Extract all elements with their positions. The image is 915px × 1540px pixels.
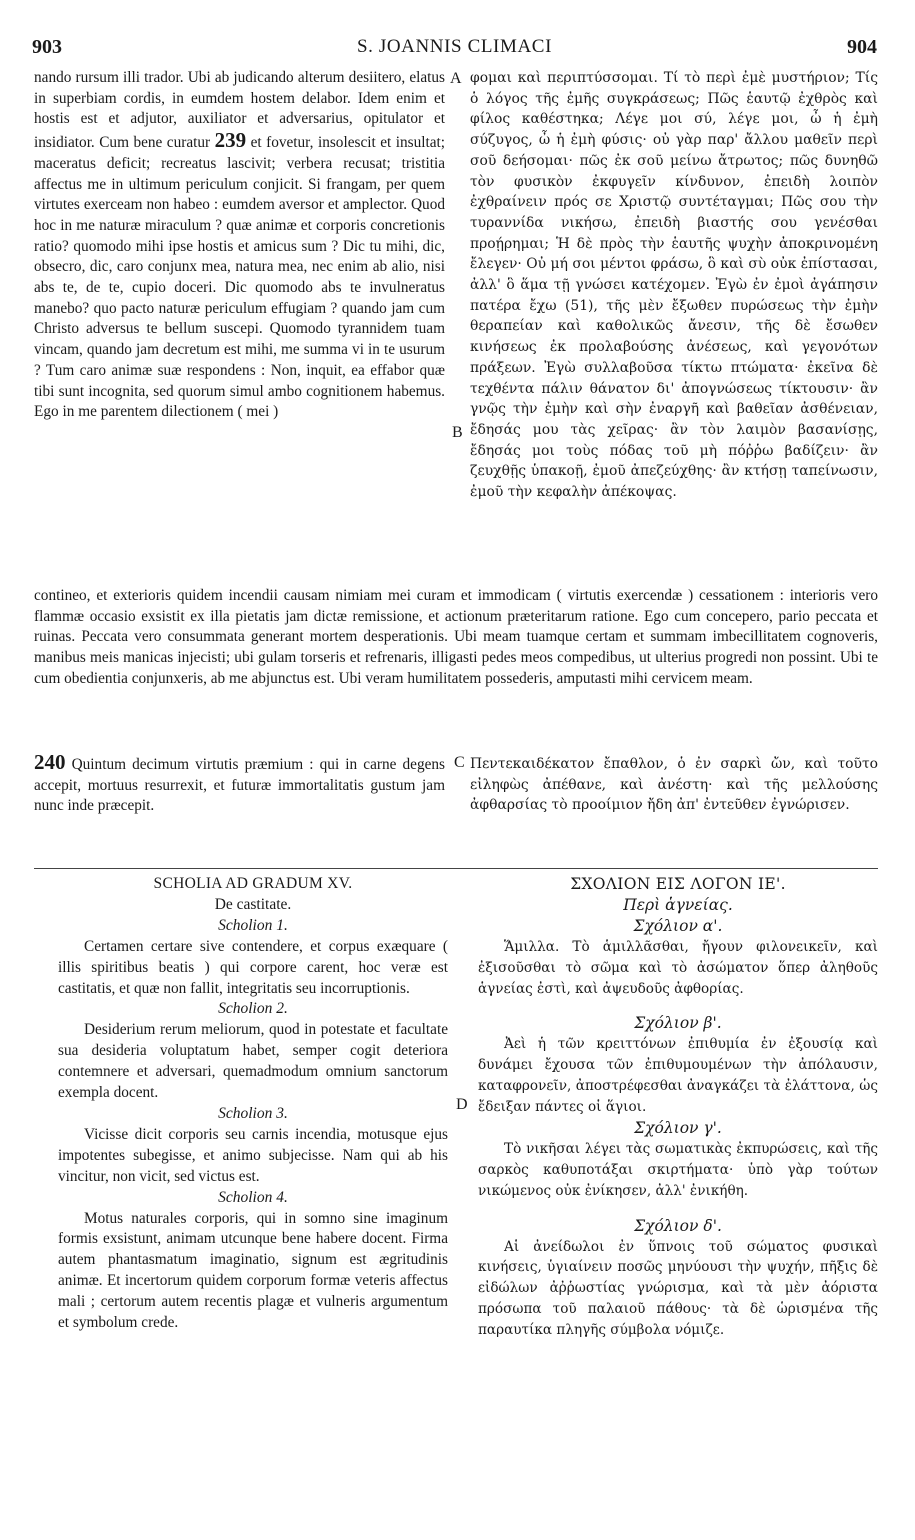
- scholion-text: Ἀεὶ ἡ τῶν κρειττόνων ἐπιθυμία ἐν ἐξουσίᾳ καὶ δυνάμει ἔχουσα τῶν ἐπιθυμουμένων τὴν ἀπόλαυσιν, καταφρονεῖν, ἀποστρέφεσθαι ἀναγκάζει τὰ ἐλάττονα, ὡς ἔδειξαν πάντες οἱ ἅγιοι.: [478, 1036, 878, 1116]
- margin-marker-c: C: [454, 754, 465, 771]
- margin-marker-b: B: [452, 424, 463, 441]
- scholia-greek-subtitle: Περὶ ἁγνείας.: [623, 895, 733, 914]
- scholion-label: Scholion 2.: [218, 1000, 288, 1018]
- page-number-left: 903: [32, 36, 62, 58]
- running-title: S. JOANNIS CLIMACI: [356, 36, 552, 57]
- margin-marker-a: A: [450, 70, 462, 87]
- scholia-latin-subtitle: De castitate.: [214, 895, 292, 913]
- scholia-greek-column: [478, 874, 878, 1341]
- scholia-latin-title: SCHOLIA AD GRADUM XV.: [153, 875, 353, 892]
- latin-text-2: et fovetur, insolescit et insultat; maceratus deficit; recreatus lascivit; verbera recusat; tristitia affectus me in ultimum periculum conjicit. Si frangam, per quem virtutes exerceam non habeo : eumdem aversor et amplector. Quod hoc in me naturæ miraculum ? quæ animæ et corporis concretionis ratio? quomodo mihi ipse hostis et amicus sum ? Dic tu mihi, dic, obsecro, dic, caro conjunx mea, natura mea, nec enim ab alio, nisi abs te, de te, cupio doceri. Dic quomodo abs te invulneratus manebo? quo pacto naturæ periculum effugiam ? quando jam cum Christo adversus te bellum suscepi. Quomodo tyrannidem tuam vincam, quando jam decretum est mihi, me summa vi in te usurum ? Tum caro animæ suæ respondens : Non, inquit, ea effabor quæ tibi sunt incognita, sed quorum simul ambo cognitionem habemus. Ego in me parentem dilectionem ( mei ): [34, 134, 446, 421]
- scholion-text: Αἱ ἀνείδωλοι ἐν ὕπνοις τοῦ σώματος φυσικαὶ κινήσεις, ὑγιαίνειν ποσῶς μηνύουσι τὴν ψυχήν, πῆξις δὲ εἰδώλων ἀῤῥωστίας γνώρισμα, καὶ τὰ μὲν ἀόριστα πρόσωπα τοῦ παλαιοῦ πάθους· τὰ δὲ ὡρισμένα τῆς παραυτίκα πληγῆς σύμβολα νόμιζε.: [478, 1238, 878, 1339]
- scholion-text: Vicisse dicit corporis seu carnis incendia, motusque ejus impotentes subegisse, et animo subjecisse. Nam qui ab his vincitur, non vicit, sed victus est.: [58, 1125, 448, 1185]
- scholion-label: Scholion 1.: [218, 916, 288, 934]
- latin-text-3: Quintum decimum virtutis præmium : qui in carne degens accepit, mortuus resurrexit, et futuræ immortalitatis gustum jam nunc inde præcepit.: [34, 756, 445, 815]
- scholion-label: Σχόλιον β'.: [634, 1014, 722, 1033]
- latin-column-upper: [34, 68, 445, 423]
- latin-text-1: nando rursum illi trador. Ubi ab judicando alterum desiitero, elatus in superbiam cordis, in eumdem hostem delabor. Idem enim et hostis est et adjutor, auxiliator et adversarius, opitulator et insidiator. Cum bene curatur: [34, 69, 445, 152]
- greek-paragraph-240: Πεντεκαιδέκατον ἔπαθλον, ὁ ἐν σαρκὶ ὤν, καὶ τοῦτο εἰληφὼς ἀπέθανε, καὶ ἀνέστη· καὶ τῆς μελλούσης ἀφθαρσίας τὸ προοίμιον ἤδη ἀπ' ἐντεῦθεν ἐγνώρισεν.: [470, 756, 878, 814]
- scholion-text: Τὸ νικῆσαι λέγει τὰς σωματικὰς ἐκπυρώσεις, καὶ τῆς σαρκὸς καθυποτάξαι σκιρτήματα· ὑπὸ γὰρ τούτων νικώμενος οὐκ ἐνίκησεν, ἀλλ' ἐνικήθη.: [478, 1140, 878, 1199]
- scholion-text: Motus naturales corporis, qui in somno sine imaginum formis exsistunt, animam utcunque bene habere docent. Firma autem phantasmatum imaginatio, signum est ægritudinis animæ. Et incertorum quidem corporum formæ veteris affectus mali ; certorum autem recentis plagæ et vulneris argumentum et symbolum crede.: [58, 1209, 448, 1332]
- section-number-239: 239: [214, 128, 247, 153]
- scholion-label: Scholion 4.: [218, 1188, 288, 1206]
- margin-marker-d: D: [456, 1096, 468, 1113]
- greek-paragraph: φομαι καὶ περιπτύσσομαι. Τί τὸ περὶ ἐμὲ μυστήριον; Τίς ὁ λόγος τῆς ἐμῆς συγκράσεως; Πῶς ἑαυτῷ ἐχθρὸς καὶ φίλος καθέστηκα; Λέγε μοι σύ, λέγε μοι, ὦ ἡ ἐμὴ σύζυγος, ὦ ἡ ἐμὴ φύσις· οὐ γὰρ παρ' ἄλλου μαθεῖν περὶ σοῦ δεήσομαι· πῶς ἐκ σοῦ μείνω ἄτρωτος; πῶς δυνηθῶ τὸν φυσικὸν ἐκφυγεῖν κίνδυνον, ἐπειδὴ λοιπὸν ἐχθραίνειν πρός σε Χριστῷ συντέταγμαι; Πῶς σου τὴν τυραννίδα νικήσω, ἐπειδὴ βιαστής σου γενέσθαι προῄρημαι; Ἡ δὲ πρὸς τὴν ἑαυτῆς ψυχὴν ἀποκρινομένη ἔλεγεν· Οὐ μή σοι μέντοι φράσω, ὃ καὶ σὺ οὐκ ἐπίστασαι, ἀλλ' ὃ ἅμα τῇ γνώσει κατέχομεν. Ἐγὼ ἐν ἐμοὶ ἀγάπησιν πατέρα ἔχω (51), τῆς μὲν ἔξωθεν πυρώσεως τὴν ἐμὴν θεραπείαν καὶ καθολικῶς ἄνεσιν, τῆς δὲ ἔσωθεν κινήσεως ἐκ προλαβούσης ἀνέσεως, καὶ γεγονότων πράξεων. Ἐγὼ συλλαβοῦσα τίκτω πτώματα· ἐκεῖνα δὲ τεχθέντα πάλιν θάνατον δι' ἀπογνώσεως τίκτουσιν· ἂν γνῷς τὴν ἐμὴν καὶ σὴν ἐναργῆ καὶ βαθεῖαν ἀσθένειαν, ἔδησάς μου τὰς χεῖρας· ἂν τὸν λαιμὸν βασανίσῃς, ἔδησάς μοι τοὺς πόδας τοῦ μὴ πόῤῥω βαδίζειν· ἂν ζευχθῇς ὑπακοῇ, ἐμοῦ ἀπεζεύχθης· ἂν κτήσῃ ταπείνωσιν, ἐμοῦ τὴν κεφαλὴν ἀπέκοψας.: [470, 70, 878, 501]
- scholia-greek-title: ΣΧΟΛΙΟΝ ΕΙΣ ΛΟΓΟΝ ΙΕ'.: [570, 875, 786, 893]
- section-divider: [34, 868, 878, 869]
- scholion-text: Ἅμιλλα. Τὸ ἁμιλλᾶσθαι, ἤγουν φιλονεικεῖν, καὶ ἐξισοῦσθαι τὸ σῶμα καὶ τὸ ἀσώματον ὅπερ ἀληθοῦς ἁγνείας ἐστὶ, καὶ ἀψευδοῦς ἀφθορίας.: [478, 938, 878, 997]
- scholion-text: Certamen certare sive contendere, et corpus exæquare ( illis spiritibus beatis ) qui corpore carent, hoc veræ est castitatis, et quæ non fallit, integritatis seu incorruptionis.: [58, 937, 448, 997]
- latin-section-240: [34, 752, 445, 817]
- greek-column-upper: [470, 68, 878, 503]
- latin-full-width-paragraph: [34, 586, 878, 690]
- scholion-label: Scholion 3.: [218, 1104, 288, 1122]
- latin-paragraph-240: [34, 752, 445, 817]
- latin-continuation: contineo, et exterioris quidem incendii causam nimiam mei curam et immodicam ( virtutis exercendæ ) cessationem : interioris vero flammæ occasio exsistit ex illa pietatis jam dictæ remissione, et actionum præteritarum ratione. Ego cum concepero, pario peccata et ruinas. Peccata vero consummata generant mortem desperationis. Ubi meam tuamque certam et summam imbecillitatem cognoveris, manibus meis manicas injecisti; ubi gulam torseris et refrenaris, illigasti pedes meos compedibus, ut ulterius progredi non possint. Ubi te cum obedientia conjunxeris, ab me abjunctus est. Ubi veram humilitatem possederis, amputasti mihi cervicem meam.: [34, 587, 878, 687]
- greek-section-240: [470, 754, 878, 816]
- scholion-label: Σχόλιον α'.: [633, 916, 723, 935]
- section-number-240: 240: [34, 750, 66, 774]
- scholion-label: Σχόλιον δ'.: [634, 1216, 722, 1235]
- scholia-latin-column: [58, 874, 448, 1334]
- scholion-label: Σχόλιον γ'.: [634, 1118, 722, 1137]
- page-header: [32, 36, 877, 62]
- page-number-right: 904: [847, 36, 877, 58]
- scholion-text: Desiderium rerum meliorum, quod in potestate et facultate sua desideria voluptatum habet, semper cogit deteriora contemnere et adversari, quemadmodum omnium sanctorum exempla docent.: [58, 1021, 448, 1102]
- latin-paragraph: [34, 68, 445, 423]
